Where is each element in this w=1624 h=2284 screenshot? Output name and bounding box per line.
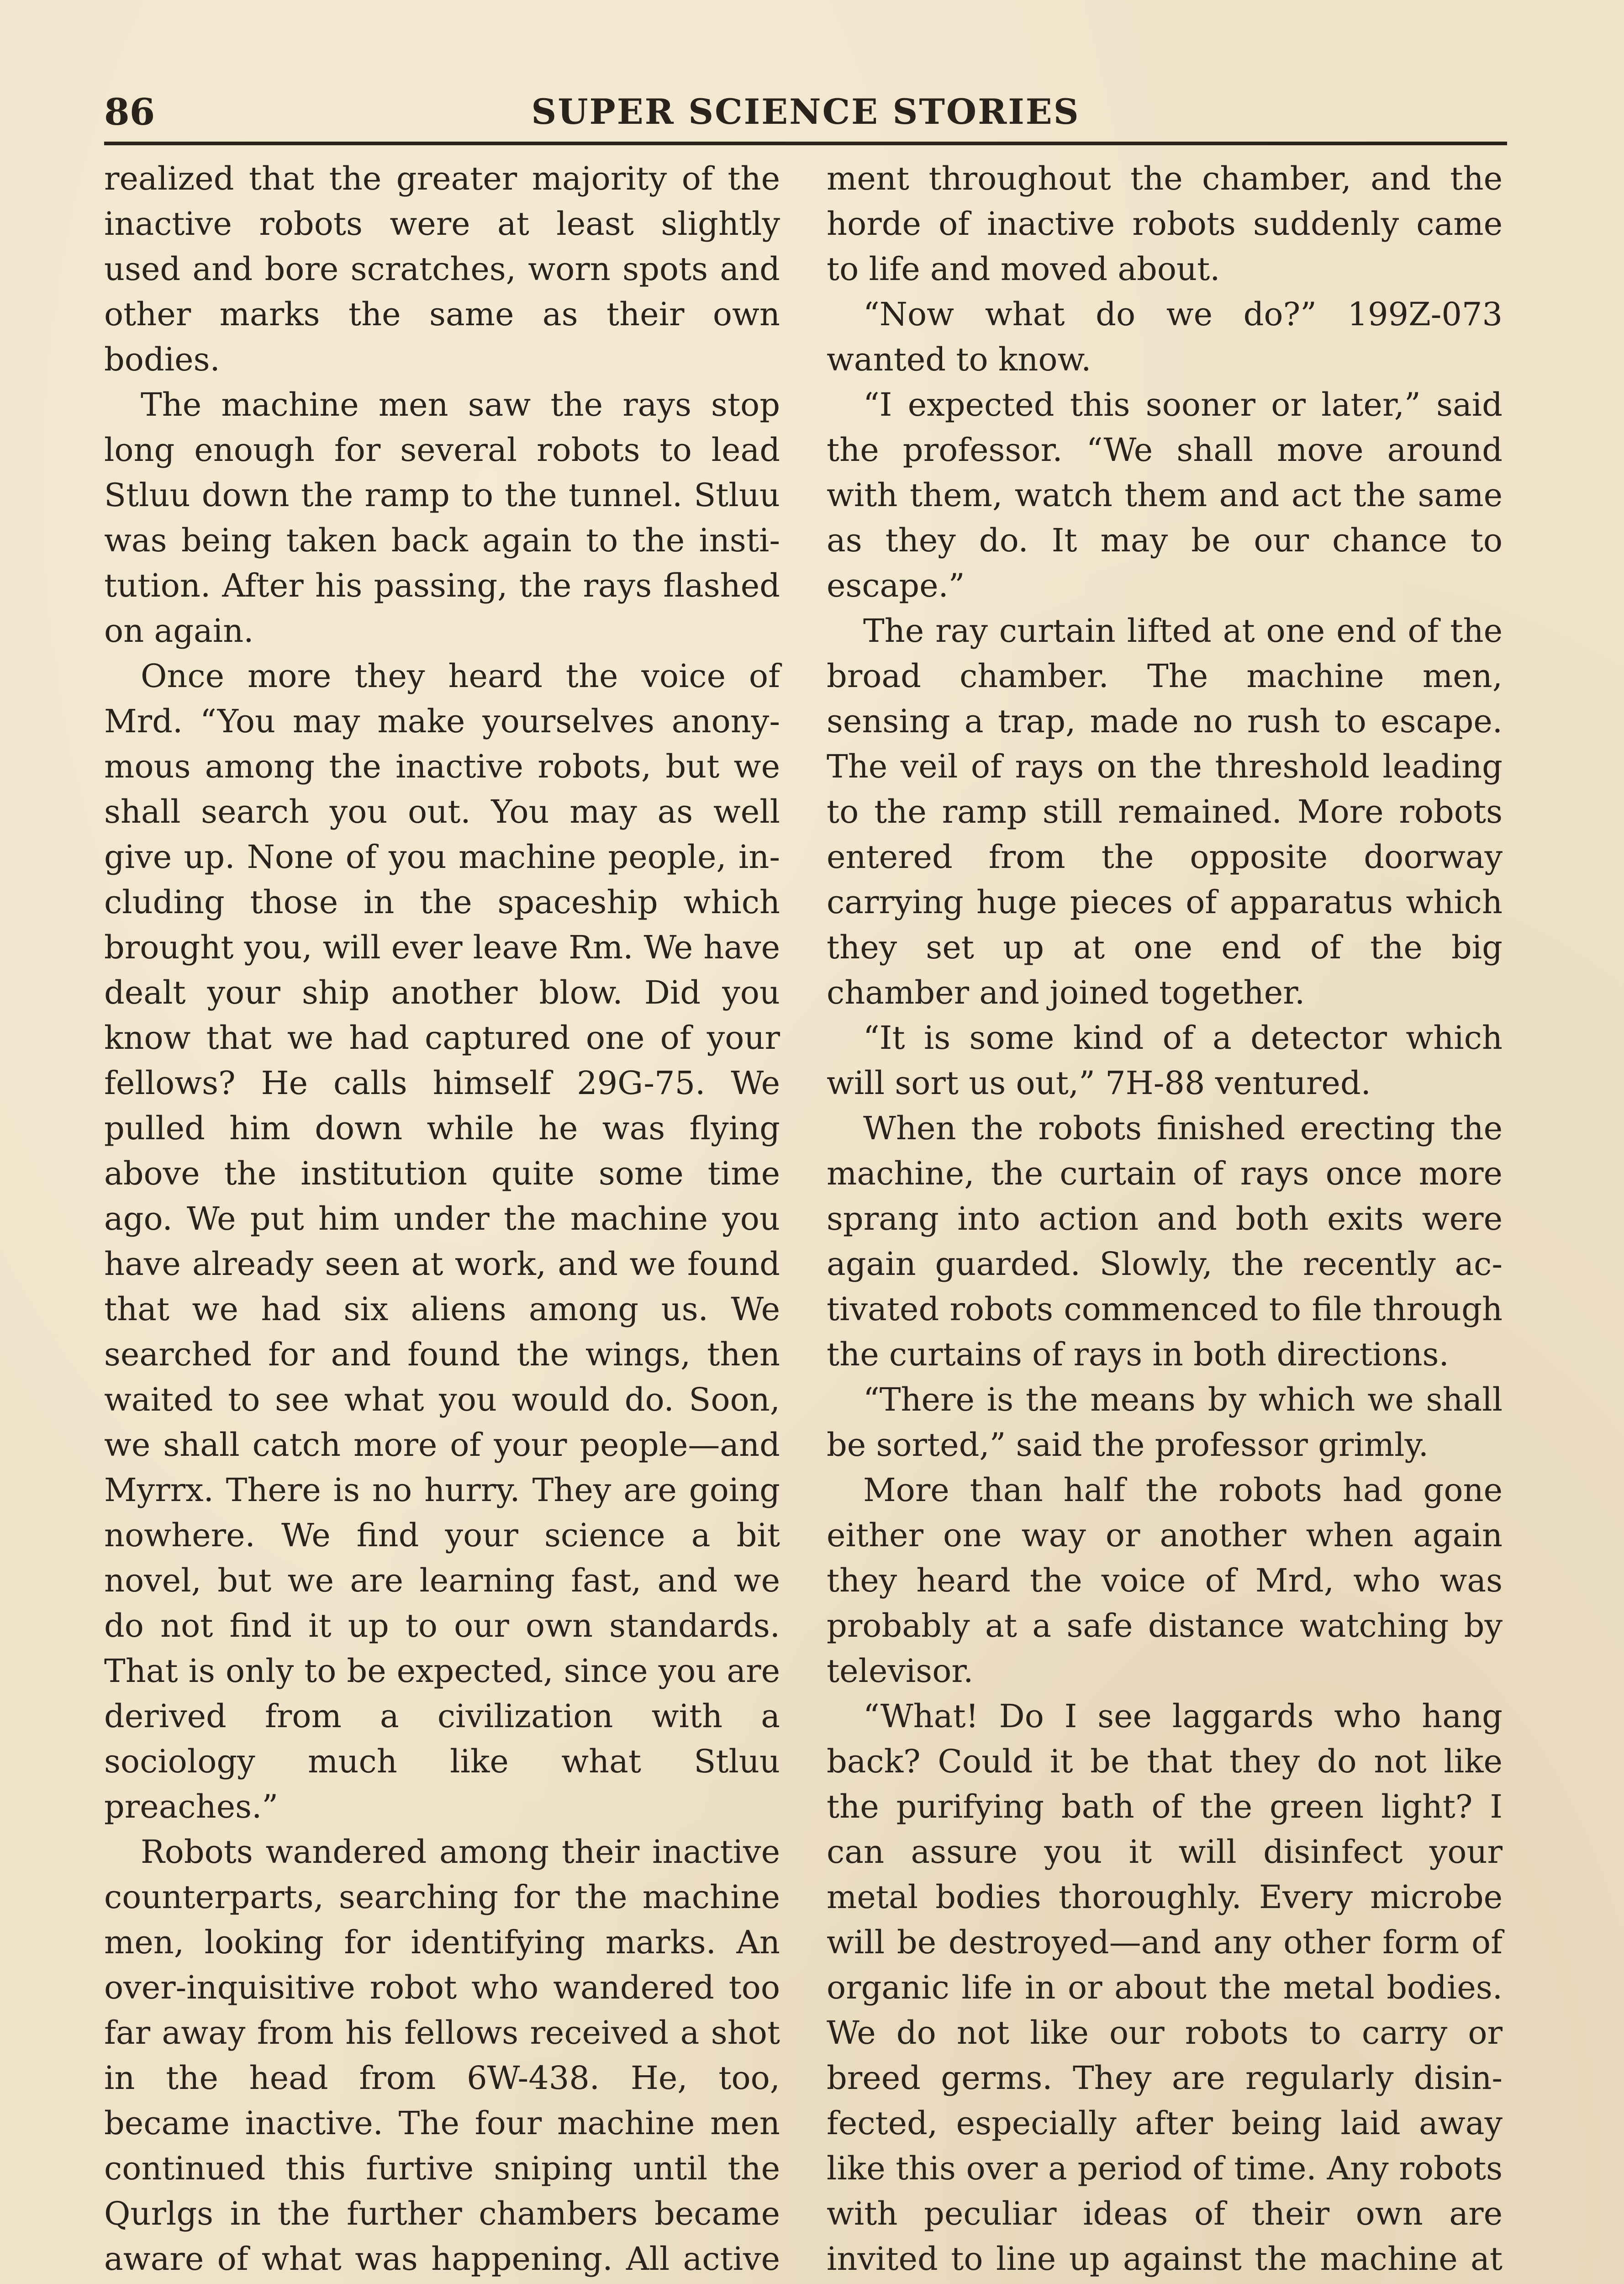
paragraph: The machine men saw the rays stop long enough for several robots to lead Stluu down the ramp to the tunnel. Stluu was being taken back again to the institution. After his passing, the rays flashed on again.	[104, 386, 780, 650]
paragraph: realized that the greater majority of the inactive robots were at least slightly used and bore scratches, worn spots and other marks the same as their own bodies.	[104, 160, 780, 378]
header-rule	[104, 142, 1507, 145]
right-column	[827, 156, 1503, 2284]
paragraph: Robots wandered among their inactive counterparts, searching for the machine men, looking for identifying marks. An over-inquisitive robot who wandered too far away from his fellows received a shot in the head from 6W-438. He, too, became inactive. The four machine men continued this furtive sniping until the Qurlgs in the further chambers became aware of what was happening. All active	[104, 1833, 780, 2278]
paragraph: When the robots finished erecting the machine, the curtain of rays once more sprang into action and both exits were again guarded. Slowly, the recently activated robots commenced to file through the curtains of rays in both directions.	[827, 1110, 1503, 1373]
paragraph: “I expected this sooner or later,” said the professor. “We shall move around with them, watch them and act the same as they do. It may be our chance to escape.”	[827, 386, 1503, 604]
paragraph: Once more they heard the voice of Mrd. “You may make yourselves anonymous among the inactive robots, but we shall search you out. You may as well give up. None of you machine people, including those in the spaceship which brought you, will ever leave Rm. We have dealt your ship another blow. Did you know that we had captured one of your fellows? He calls himself 29G-75. We pulled him down while he was flying above the institution quite some time ago. We put him under the machine you have already seen at work, and we found that we had six aliens among us. We searched for and found the wings, then waited to see what you would do. Soon, we shall catch more of your people—and Myrrx. There is no hurry. They are going nowhere. We find your science a bit novel, but we are learning fast, and we do not find it up to our own standards. That is only to be expected, since you are derived from a civilization with a sociology much like what Stluu preaches.”	[104, 657, 780, 1825]
running-title: SUPER SCIENCE STORIES	[531, 91, 1080, 132]
paragraph: The ray curtain lifted at one end of the broad chamber. The machine men, sensing a trap, made no rush to escape. The veil of rays on the threshold leading to the ramp still remained. More robots entered from the opposite doorway carrying huge pieces of apparatus which they set up at one end of the big chamber and joined together.	[827, 612, 1503, 1011]
page-header	[104, 87, 1507, 137]
paragraph: More than half the robots had gone either one way or another when again they heard the voice of Mrd, who was probably at a safe distance watching by televisor.	[827, 1471, 1503, 1690]
left-column	[104, 156, 780, 2284]
paragraph: “It is some kind of a detector which will sort us out,” 7H-88 ventured.	[827, 1019, 1503, 1102]
paragraph: ment throughout the chamber, and the horde of inactive robots suddenly came to life and moved about.	[827, 160, 1503, 288]
paragraph: “What! Do I see laggards who hang back? Could it be that they do not like the purifying bath of the green light? I can assure you it will disinfect your metal bodies thoroughly. Every microbe will be destroyed—and any other form of organic life in or about the metal bodies. We do not like our robots to carry or breed germs. They are regularly disinfected, especially after being laid away like this over a period of time. Any robots with peculiar ideas of their own are invited to line up against the machine at	[827, 1697, 1503, 2278]
page-number: 86	[104, 90, 155, 133]
paragraph: “Now what do we do?” 199Z-073 wanted to know.	[827, 296, 1503, 378]
paragraph: “There is the means by which we shall be sorted,” said the professor grimly.	[827, 1381, 1503, 1464]
